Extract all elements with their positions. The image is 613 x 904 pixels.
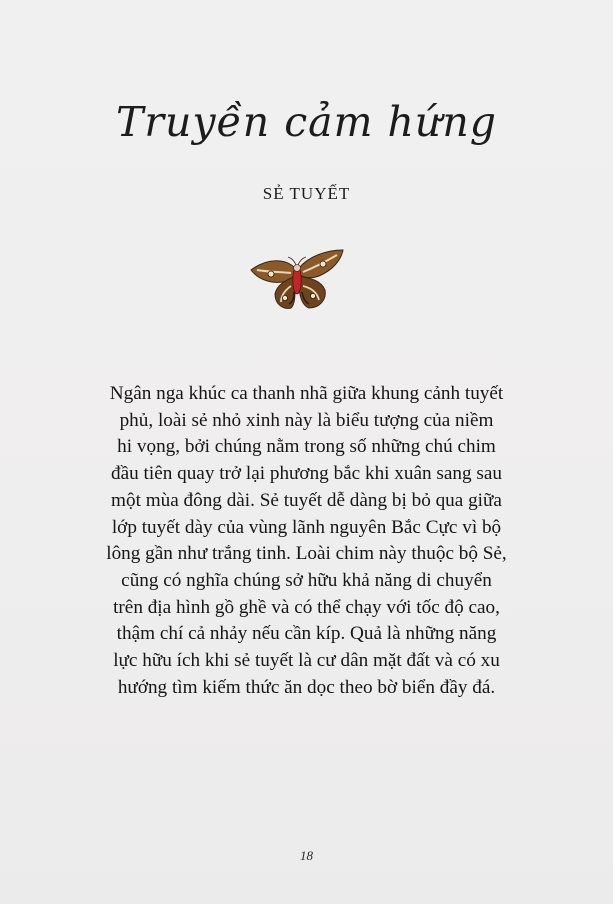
body-line: hướng tìm kiếm thức ăn dọc theo bờ biển đầy đá. — [117, 676, 496, 698]
body-line: hi vọng, bởi chúng nằm trong số những chú chim — [117, 436, 496, 458]
body-line: thậm chí cả nhảy nếu cần kíp. Quả là những năng — [116, 623, 497, 645]
body-line: lực hữu ích khi sẻ tuyết là cư dân mặt đất và có xu — [113, 650, 500, 672]
page-title: Truyền cảm hứng — [116, 98, 497, 146]
body-line: cũng có nghĩa chúng sở hữu khả năng di chuyển — [121, 569, 492, 591]
body-line: phủ, loài sẻ nhỏ xinh này là biểu tượng của niềm — [119, 409, 494, 431]
body-line: trên địa hình gồ ghề và có thể chạy với tốc độ cao, — [113, 596, 500, 618]
body-line: đầu tiên quay trở lại phương bắc khi xuân sang sau — [111, 463, 502, 485]
body-paragraph — [80, 381, 533, 701]
page-subtitle: SẺ TUYẾT — [262, 184, 351, 203]
body-line: một mùa đông dài. Sẻ tuyết dễ dàng bị bỏ qua giữa — [111, 489, 502, 511]
body-line: Ngân nga khúc ca thanh nhã giữa khung cảnh tuyết — [109, 383, 504, 404]
moth-icon — [249, 246, 345, 312]
page-number: 18 — [300, 848, 313, 863]
body-line: lông gần như trắng tinh. Loài chim này thuộc bộ Sẻ, — [106, 543, 507, 565]
body-line: lớp tuyết dày của vùng lãnh nguyên Bắc Cực vì bộ — [111, 516, 502, 538]
